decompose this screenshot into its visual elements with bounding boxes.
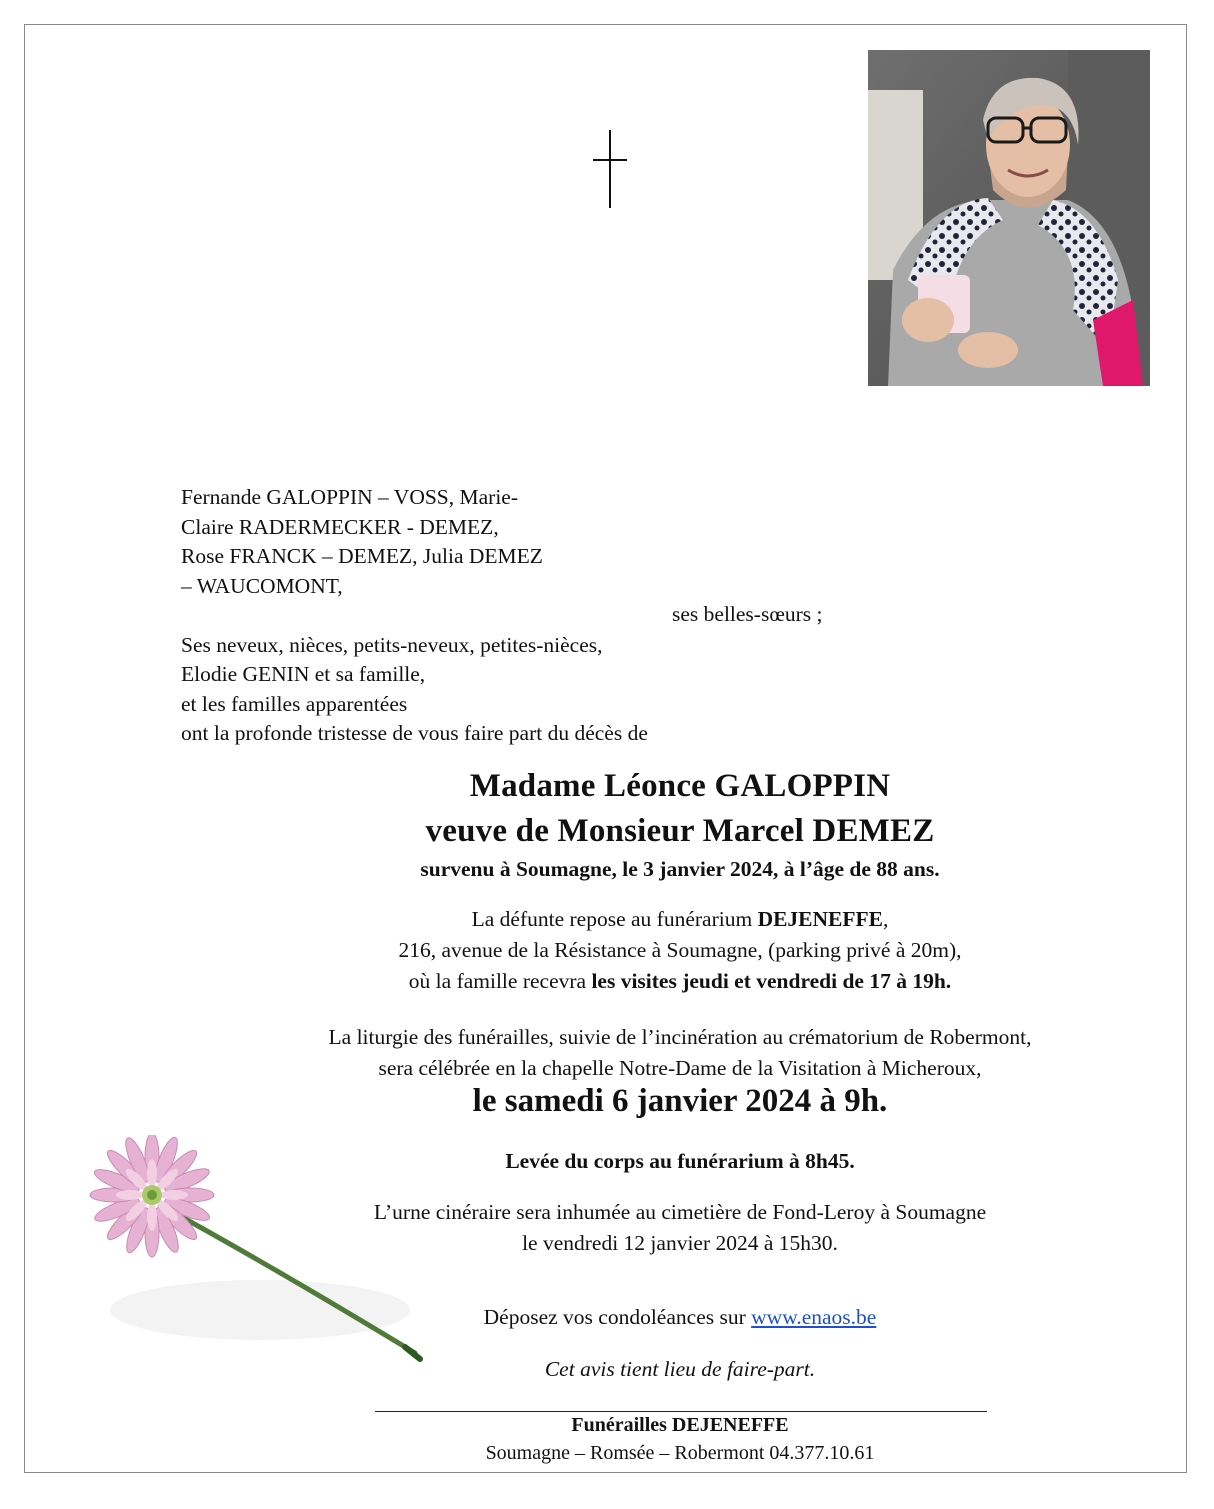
relation-label: ses belles-sœurs ;	[672, 602, 823, 626]
family-line: ont la profonde tristesse de vous faire part du décès de	[181, 721, 648, 745]
family-line: Elodie GENIN et sa famille,	[181, 662, 426, 686]
liturgie-line: sera célébrée en la chapelle Notre-Dame de la Visitation à Micheroux,	[378, 1056, 982, 1080]
urne-line: le vendredi 12 janvier 2024 à 15h30.	[522, 1231, 838, 1255]
funeral-locations: Soumagne – Romsée – Robermont 04.377.10.61	[485, 1442, 875, 1464]
levee-info: Levée du corps au funérarium à 8h45.	[505, 1149, 855, 1173]
family-line: et les familles apparentées	[181, 691, 408, 716]
condolences-line	[180, 1305, 1180, 1330]
visits-intro: où la famille recevra	[408, 969, 592, 993]
deceased-spouse: veuve de Monsieur Marcel DEMEZ	[425, 813, 935, 849]
portrait-photo	[868, 50, 1150, 386]
family-line: – WAUCOMONT,	[181, 573, 343, 598]
notice-statement: Cet avis tient lieu de faire-part.	[544, 1357, 816, 1381]
repose-address: 216, avenue de la Résistance à Soumagne, (parking privé à 20m),	[398, 938, 962, 962]
family-line: Fernande GALOPPIN – VOSS, Marie-	[181, 485, 519, 509]
repose-comma: ,	[883, 907, 889, 931]
liturgie-block	[180, 1022, 1180, 1084]
repose-block	[180, 904, 1180, 997]
footer-divider	[375, 1411, 987, 1412]
liturgie-line: La liturgie des funérailles, suivie de l’incinération au crématorium de Robermont,	[328, 1025, 1032, 1049]
family-line: Rose FRANCK – DEMEZ, Julia DEMEZ	[181, 544, 543, 568]
condolences-text: Déposez vos condoléances sur	[483, 1305, 752, 1329]
cross-icon	[593, 130, 629, 208]
repose-text: La défunte repose au funérarium	[471, 907, 758, 931]
condolences-link[interactable]: www.enaos.be	[751, 1305, 877, 1329]
deceased-name: Madame Léonce GALOPPIN	[469, 768, 891, 804]
urne-line: L’urne cinéraire sera inhumée au cimetière de Fond-Leroy à Soumagne	[373, 1200, 987, 1224]
death-info: survenu à Soumagne, le 3 janvier 2024, à l’âge de 88 ans.	[420, 857, 940, 881]
visits-hours: les visites jeudi et vendredi de 17 à 19h.	[591, 969, 952, 993]
funerarium-name: DEJENEFFE	[757, 907, 883, 931]
ceremony-date: le samedi 6 janvier 2024 à 9h.	[472, 1083, 888, 1119]
flower-image	[60, 1135, 450, 1380]
family-line: Claire RADERMECKER - DEMEZ,	[181, 514, 499, 539]
family-line: Ses neveux, nièces, petits-neveux, petites-nièces,	[181, 632, 603, 657]
funeral-company: Funérailles DEJENEFFE	[571, 1414, 789, 1436]
